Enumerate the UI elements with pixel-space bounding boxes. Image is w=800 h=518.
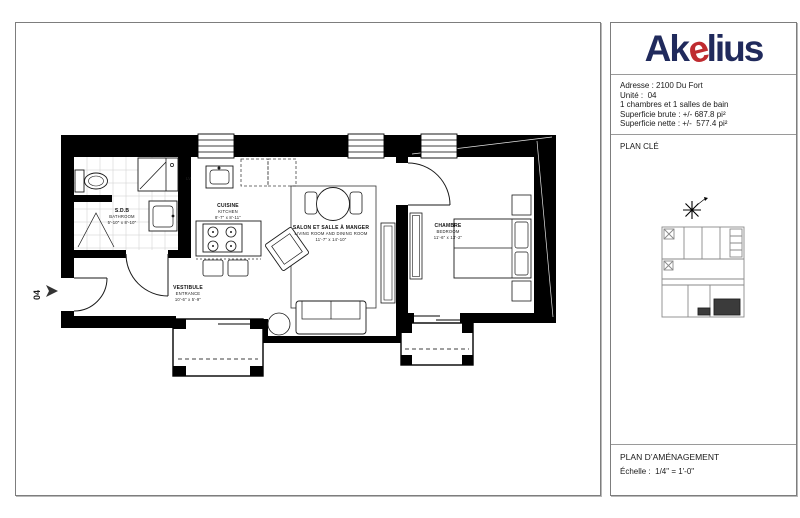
- side-table: [268, 313, 290, 335]
- key-plan-building: [662, 227, 744, 317]
- kitchen-name-fr: CUISINE: [217, 203, 239, 209]
- vestibule-dims: 10'-6" x 5'-9": [174, 297, 202, 302]
- logo-box: [611, 23, 796, 75]
- balcony-left: [173, 319, 263, 376]
- sheet-footer: [611, 444, 796, 495]
- living-name-en: LIVING ROOM AND DINING ROOM: [294, 231, 368, 236]
- bathroom-vanity-sink: [149, 201, 177, 231]
- kitchen-sink: [206, 166, 233, 188]
- key-plan-wrap: [611, 151, 796, 342]
- unit-info-box: [611, 75, 796, 135]
- key-plan-unit-highlight: [714, 299, 740, 315]
- gross-area-line: Superficie brute : +/- 687.8 pi²: [620, 109, 726, 119]
- bathroom-name-en: BATHROOM: [109, 214, 135, 219]
- bedroom-name-fr: CHAMBRE: [434, 223, 462, 229]
- bed: [454, 219, 531, 278]
- bedroom-closet: [410, 213, 422, 279]
- entrance-arrow-icon: [46, 285, 58, 297]
- scale-line: Échelle : 1/4" = 1'-0": [620, 467, 695, 476]
- bathroom-door: [126, 254, 168, 296]
- toilet: [75, 170, 108, 192]
- window-bedroom: [421, 134, 457, 158]
- key-plan-title: PLAN CLÉ: [620, 141, 659, 151]
- logo-text-post: lius: [706, 28, 763, 69]
- sofa: [296, 301, 366, 334]
- title-block-panel: [610, 22, 797, 496]
- kitchen-upper-cabinets: [241, 159, 296, 186]
- kitchen-label: [215, 203, 241, 220]
- vestibule-label: [173, 285, 203, 302]
- document-title: PLAN D’AMÉNAGEMENT: [620, 452, 720, 462]
- logo-accent-e: e: [683, 27, 712, 72]
- floor-plan-drawing: [16, 23, 600, 495]
- bedroom-label: [434, 223, 463, 240]
- unit-line: Unité : 04: [620, 90, 657, 100]
- kitchen-stools: [203, 260, 248, 276]
- kitchen-peninsula-counter: [196, 221, 261, 259]
- shower: [138, 158, 178, 191]
- dining-table: [305, 188, 362, 221]
- address-line: Adresse : 2100 Du Fort: [620, 81, 703, 90]
- akelius-logo: [644, 27, 763, 72]
- key-plan-section: [611, 135, 796, 444]
- bathroom-name-fr: S.D.B: [114, 208, 130, 214]
- bedroom-name-en: BEDROOM: [436, 229, 460, 234]
- vestibule-name-en: ENTRANCE: [175, 291, 201, 296]
- entrance-door: [74, 278, 107, 311]
- vestibule-name-fr: VESTIBULE: [173, 285, 203, 291]
- window-kitchen: [198, 134, 234, 158]
- floor-plan-sheet: [15, 22, 601, 496]
- north-star-icon: [683, 197, 708, 219]
- key-plan-drawing: [644, 197, 764, 337]
- window-living: [348, 134, 384, 158]
- net-area-line: Superficie nette : +/- 577.4 pi²: [620, 119, 728, 129]
- living-label: [293, 224, 369, 242]
- balcony-right: [401, 316, 473, 365]
- living-dims: 11'-7" x 14'-10": [315, 237, 347, 242]
- bathroom-label: [108, 208, 137, 225]
- bathroom-dims: 5'-10" x 8'-10": [107, 220, 137, 225]
- living-name-fr: SALON ET SALLE À MANGER: [292, 225, 370, 231]
- bedroom-door: [408, 163, 450, 205]
- unit-entrance-tag: [32, 285, 58, 300]
- logo-text-pre: Ak: [644, 28, 688, 69]
- tv-console: [381, 223, 395, 303]
- unit-number-label: 04: [32, 289, 42, 301]
- kitchen-dims: 8'-7" x 8'-11": [215, 215, 241, 220]
- kitchen-name-en: KITCHEN: [218, 209, 238, 214]
- rooms-line: 1 chambres et 1 salles de bain: [620, 100, 729, 110]
- dishwasher-label: LV: [186, 176, 192, 181]
- bedroom-dims: 11'-6" x 13'-2": [433, 235, 463, 240]
